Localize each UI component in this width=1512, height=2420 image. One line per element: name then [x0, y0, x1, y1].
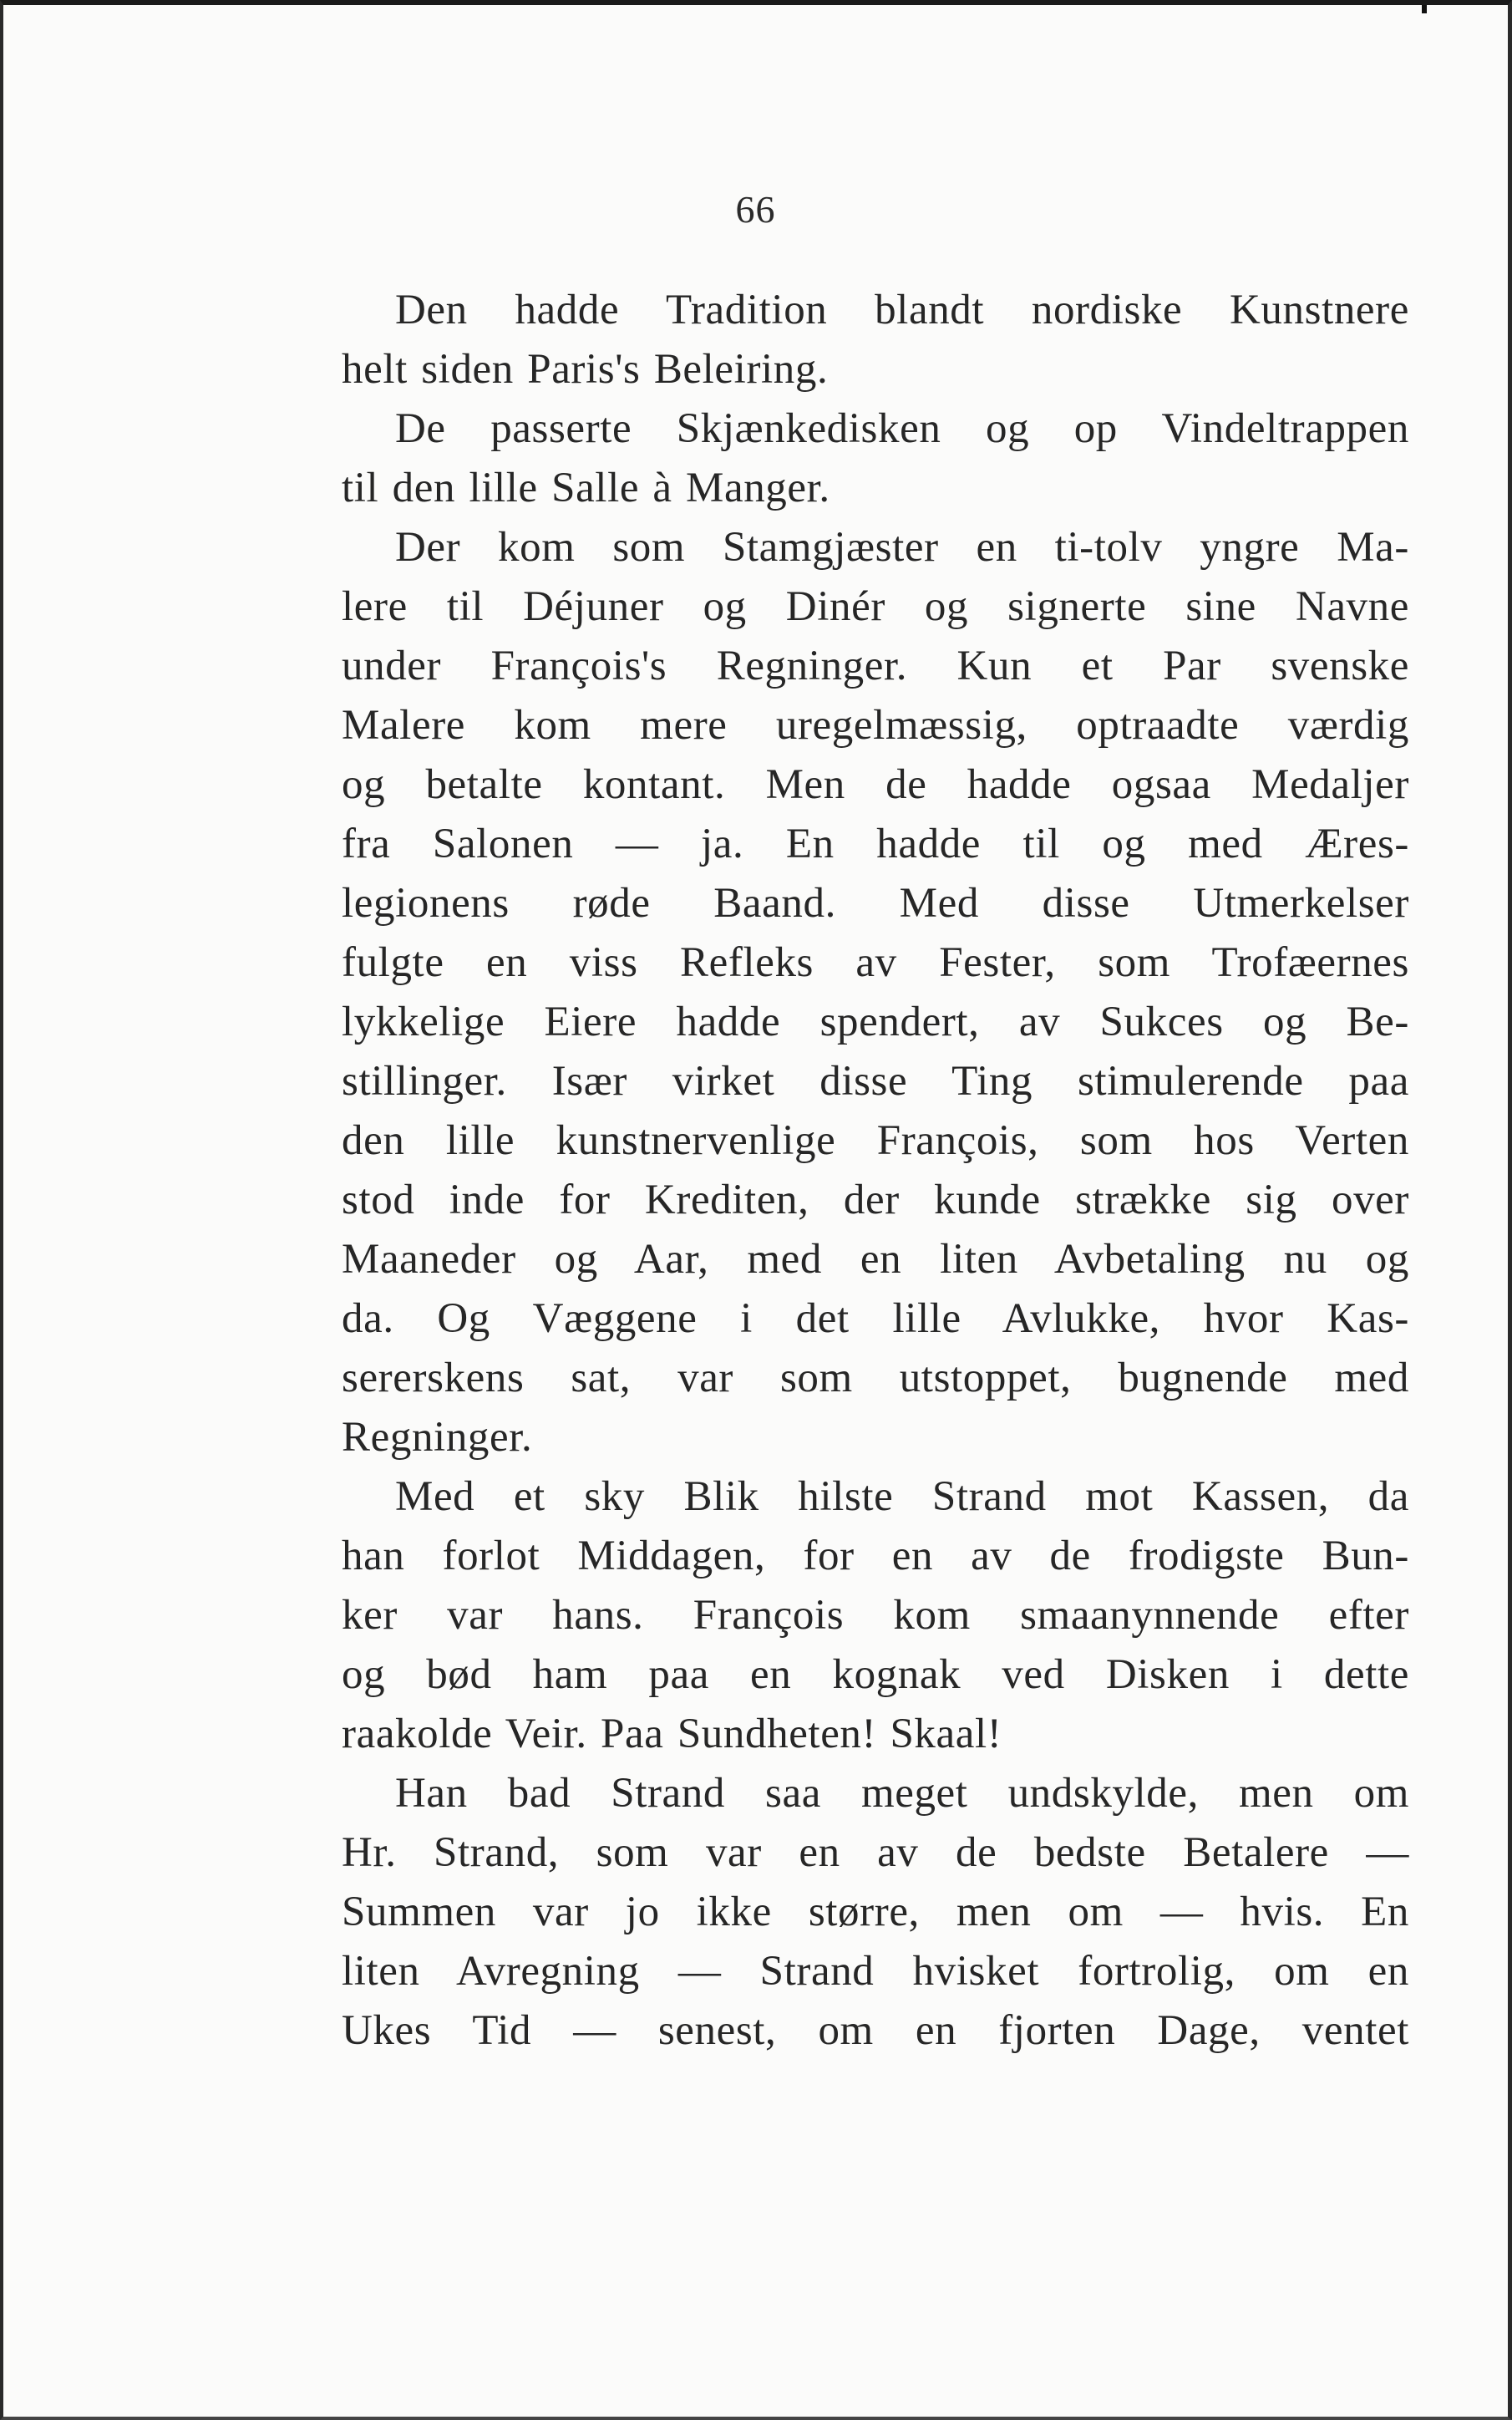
- scan-mark: [1422, 5, 1427, 13]
- text-line: Han bad Strand saa meget undskylde, men om: [395, 1770, 1409, 1817]
- text-line: Der kom som Stamgjæster en ti-tolv yngre Ma-: [395, 524, 1409, 571]
- text-line: Den hadde Tradition blandt nordiske Kunstnere: [395, 287, 1409, 333]
- text-line: fulgte en viss Refleks av Fester, som Trofæernes: [342, 939, 1409, 986]
- text-line: helt siden Paris's Beleiring.: [342, 346, 829, 393]
- text-line: stod inde for Krediten, der kunde strække sig over: [342, 1177, 1409, 1223]
- text-line: Regninger.: [342, 1414, 533, 1461]
- text-line: Malere kom mere uregelmæssig, optraadte værdig: [342, 702, 1409, 749]
- text-line: ker var hans. François kom smaanynnende efter: [342, 1592, 1409, 1639]
- text-line: liten Avregning — Strand hvisket fortrolig, om en: [342, 1948, 1409, 1995]
- body-text: [342, 281, 1409, 2061]
- text-line: stillinger. Især virket disse Ting stimulerende paa: [342, 1058, 1409, 1105]
- text-line: lykkelige Eiere hadde spendert, av Sukces og Be-: [342, 999, 1409, 1045]
- text-line: Maaneder og Aar, med en liten Avbetaling nu og: [342, 1236, 1409, 1283]
- text-line: sererskens sat, var som utstoppet, bugnende med: [342, 1355, 1409, 1401]
- text-line: De passerte Skjænkedisken og op Vindeltrappen: [395, 405, 1409, 452]
- text-line: den lille kunstnervenlige François, som hos Verten: [342, 1117, 1409, 1164]
- page-number: 66: [735, 188, 776, 231]
- text-line: Ukes Tid — senest, om en fjorten Dage, ventet: [342, 2007, 1409, 2054]
- text-line: lere til Déjuner og Dinér og signerte sine Navne: [342, 583, 1409, 630]
- text-line: og betalte kontant. Men de hadde ogsaa Medaljer: [342, 761, 1409, 808]
- text-line: Med et sky Blik hilste Strand mot Kassen, da: [395, 1473, 1409, 1520]
- text-line: under François's Regninger. Kun et Par svenske: [342, 643, 1409, 689]
- text-line: Hr. Strand, som var en av de bedste Betalere —: [342, 1829, 1409, 1876]
- text-line: legionens røde Baand. Med disse Utmerkelser: [342, 880, 1409, 927]
- text-line: Summen var jo ikke større, men om — hvis. En: [342, 1889, 1409, 1935]
- text-line: fra Salonen — ja. En hadde til og med Æres-: [342, 821, 1409, 867]
- text-line: og bød ham paa en kognak ved Disken i dette: [342, 1651, 1409, 1698]
- text-line: da. Og Væggene i det lille Avlukke, hvor Kas-: [342, 1295, 1409, 1342]
- text-line: han forlot Middagen, for en av de frodigste Bun-: [342, 1533, 1409, 1579]
- text-line: til den lille Salle à Manger.: [342, 465, 830, 511]
- text-line: raakolde Veir. Paa Sundheten! Skaal!: [342, 1711, 1002, 1757]
